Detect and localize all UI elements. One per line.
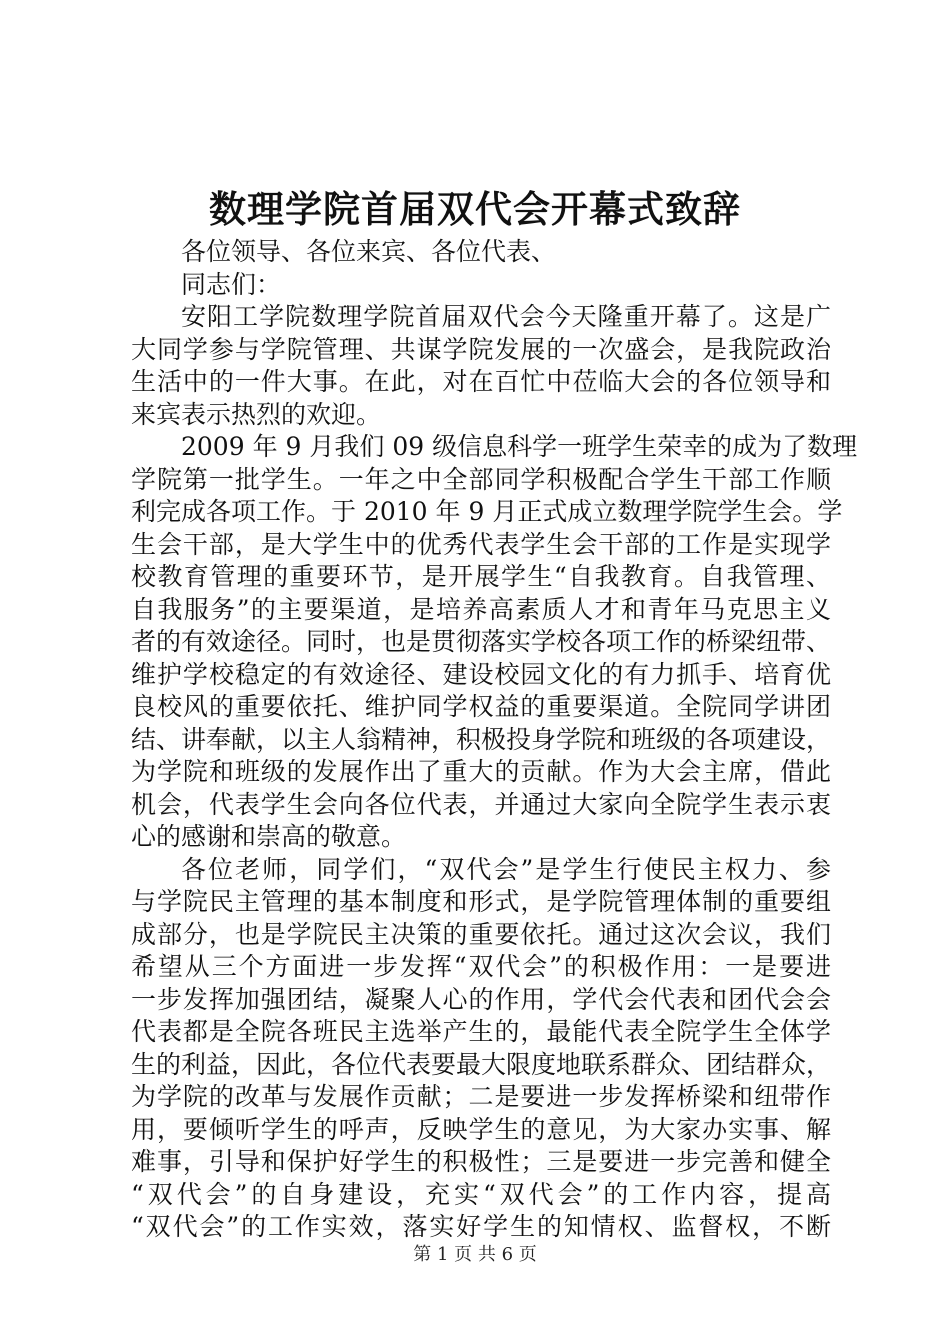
text-line: 者的有效途径。同时，也是贯彻落实学校各项工作的桥梁纽带、 bbox=[131, 627, 832, 656]
text-line: 为学院的改革与发展作贡献；二是要进一步发挥桥梁和纽带作 bbox=[131, 1082, 831, 1111]
document-body bbox=[131, 236, 858, 1244]
text-line: 难事，引导和保护好学生的积极性；三是要进一步完善和健全 bbox=[131, 1147, 831, 1176]
text-line: 安阳工学院数理学院首届双代会今天隆重开幕了。这是广 bbox=[181, 302, 831, 331]
text-line: 用，要倾听学生的呼声，反映学生的意见，为大家办实事、解 bbox=[131, 1114, 831, 1144]
text-line: 各位领导、各位来宾、各位代表、 bbox=[181, 237, 557, 266]
text-line: 一步发挥加强团结，凝聚人心的作用，学代会代表和团代会会 bbox=[131, 984, 831, 1014]
text-line: 机会，代表学生会向各位代表，并通过大家向全院学生表示衷 bbox=[131, 789, 831, 819]
text-line: 各位老师，同学们，“双代会”是学生行使民主权力、参 bbox=[181, 854, 831, 884]
text-line: “双代会”的工作实效，落实好学生的知情权、监督权，不断 bbox=[131, 1212, 831, 1241]
text-line: 成部分，也是学院民主决策的重要依托。通过这次会议，我们 bbox=[131, 919, 831, 949]
text-line: 心的感谢和崇高的敬意。 bbox=[131, 822, 407, 851]
page-footer: 第 1 页 共 6 页 bbox=[413, 1244, 537, 1265]
text-line: 生会干部，是大学生中的优秀代表学生会干部的工作是实现学 bbox=[131, 529, 831, 559]
text-line: 大同学参与学院管理、共谋学院发展的一次盛会，是我院政治 bbox=[131, 334, 831, 364]
text-line: 校教育管理的重要环节，是开展学生“自我教育。自我管理、 bbox=[131, 562, 831, 591]
text-line: 学院第一批学生。一年之中全部同学积极配合学生干部工作顺 bbox=[131, 464, 831, 494]
text-line: “双代会”的自身建设，充实“双代会”的工作内容，提高 bbox=[131, 1179, 831, 1209]
text-line: 来宾表示热烈的欢迎。 bbox=[131, 399, 382, 429]
text-line: 希望从三个方面进一步发挥“双代会”的积极作用：一是要进 bbox=[131, 952, 831, 981]
text-line: 维护学校稳定的有效途径、建设校园文化的有力抓手、培育优 bbox=[131, 659, 831, 689]
text-line: 生活中的一件大事。在此，对在百忙中莅临大会的各位领导和 bbox=[131, 367, 831, 396]
text-line: 与学院民主管理的基本制度和形式，是学院管理体制的重要组 bbox=[131, 887, 831, 916]
text-line: 2009 年 9 月我们 09 级信息科学一班学生荣幸的成为了数理 bbox=[181, 432, 858, 461]
text-line: 自我服务”的主要渠道，是培养高素质人才和青年马克思主义 bbox=[131, 594, 831, 624]
text-line: 代表都是全院各班民主选举产生的，最能代表全院学生全体学 bbox=[131, 1017, 831, 1046]
document-title: 数理学院首届双代会开幕式致辞 bbox=[209, 187, 741, 231]
text-line: 良校风的重要依托、维护同学权益的重要渠道。全院同学讲团 bbox=[131, 692, 831, 721]
text-line: 为学院和班级的发展作出了重大的贡献。作为大会主席，借此 bbox=[131, 757, 831, 786]
text-line: 生的利益，因此，各位代表要最大限度地联系群众、团结群众， bbox=[131, 1049, 832, 1079]
text-line: 结、讲奉献，以主人翁精神，积极投身学院和班级的各项建设， bbox=[131, 724, 832, 754]
text-line: 利完成各项工作。于 2010 年 9 月正式成立数理学院学生会。学 bbox=[131, 497, 843, 526]
text-line: 同志们： bbox=[181, 269, 282, 299]
